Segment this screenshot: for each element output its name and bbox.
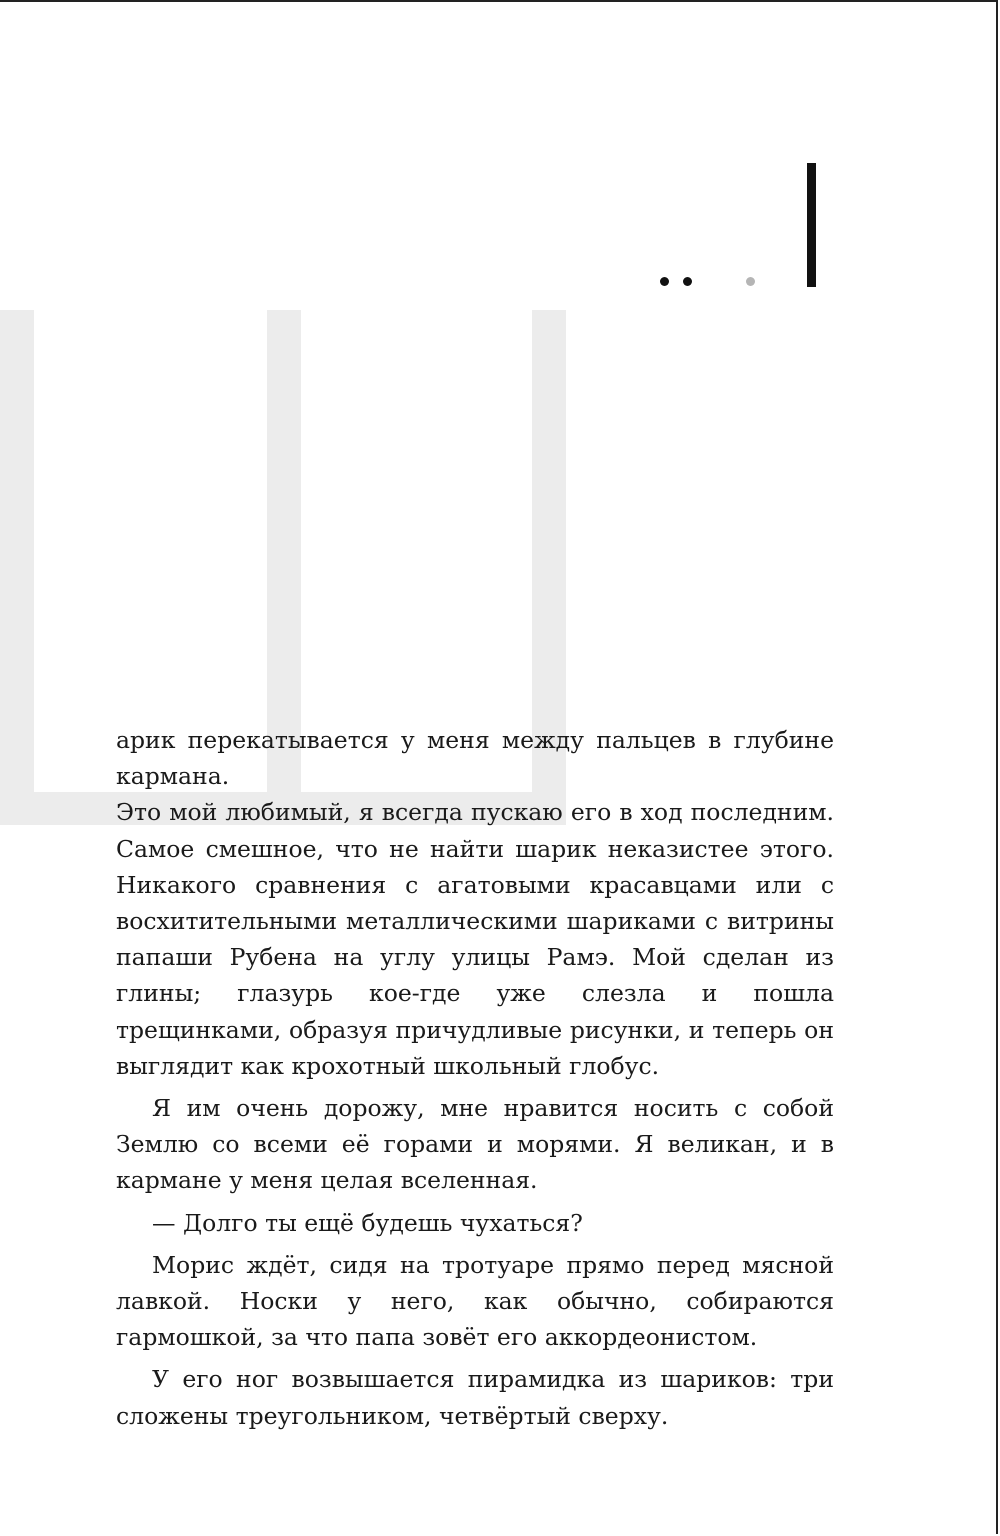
chapter-dot xyxy=(660,277,669,286)
paragraph: — Долго ты ещё будешь чухаться? xyxy=(152,1208,583,1237)
chapter-dot xyxy=(683,277,692,286)
paragraph: Я им очень дорожу, мне нравится носить с собой Землю со всеми её горами и морями. Я великан, и в кармане у меня целая вселенная. xyxy=(116,1094,834,1195)
drop-cap-stroke xyxy=(0,310,34,825)
paragraph: У его ног возвышается пирамидка из шариков: три сложены треугольником, четвёртый сверху. xyxy=(116,1365,834,1430)
body-text xyxy=(116,722,834,1434)
paragraph: арик перекатывается у меня между пальцев в глубине кармана. xyxy=(116,726,834,791)
chapter-dot-faded xyxy=(746,277,755,286)
paragraph: Морис ждёт, сидя на тротуаре прямо перед мясной лавкой. Носки у него, как обычно, собираются гармошкой, за что папа зовёт его аккордеонистом. xyxy=(116,1250,834,1352)
paragraph: Это мой любимый, я всегда пускаю его в ход последним. Самое смешное, что не найти шарик неказистее этого. Никакого сравнения с агатовыми красавцами или с восхитительными металлическими шариками с витрины папаши Рубена на углу улицы Рамэ. Мой сделан из глины; глазурь кое-где уже слезла и пошла трещинками, образуя причудливые рисунки, и теперь он выглядит как крохотный школьный глобус. xyxy=(116,798,834,1080)
chapter-bar xyxy=(807,163,816,287)
chapter-mark xyxy=(0,0,1000,300)
